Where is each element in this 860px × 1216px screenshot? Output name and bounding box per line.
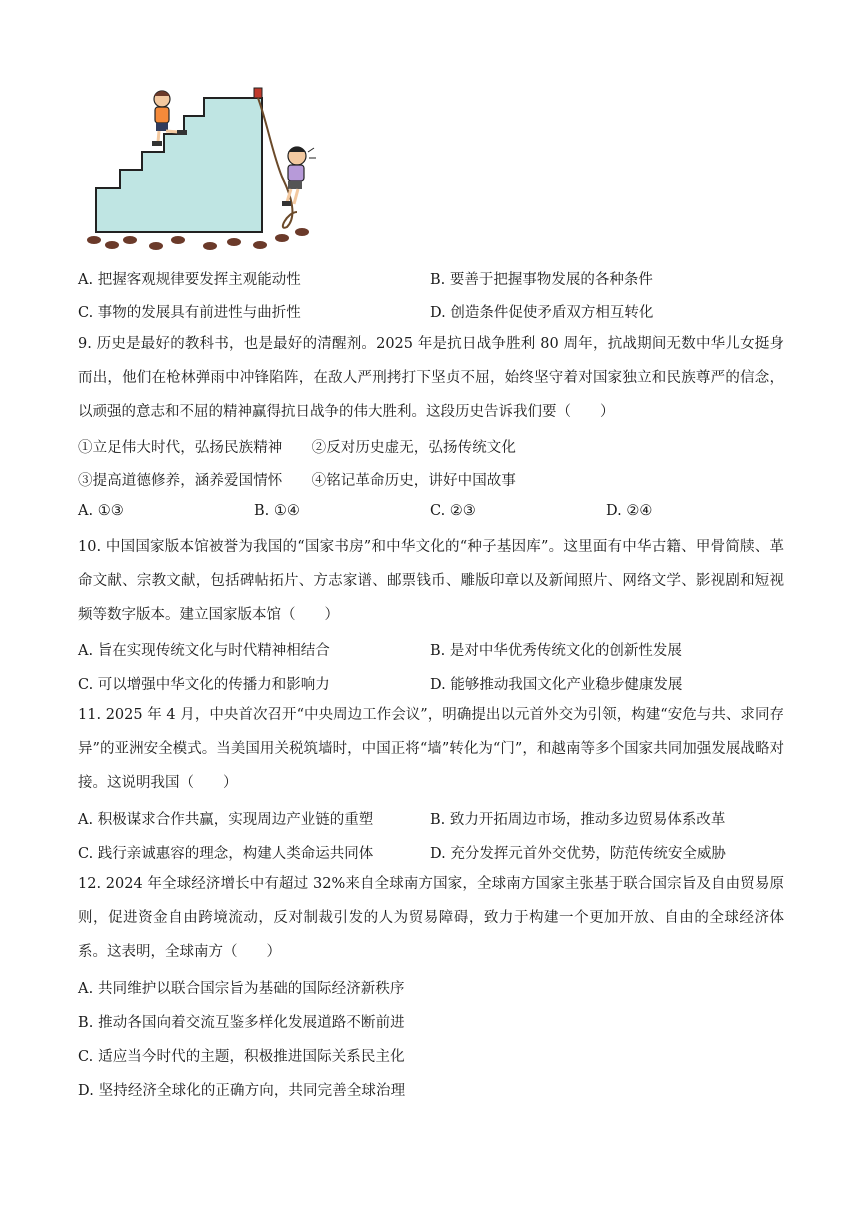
q9-statements-row-2: ③提高道德修养，涵养爱国情怀 ④铭记革命历史，讲好中国故事 [78, 473, 516, 489]
q12-option-d: D. 坚持经济全球化的正确方向，共同完善全球治理 [78, 1083, 406, 1099]
q8-option-b: B. 要善于把握事物发展的各种条件 [430, 272, 653, 288]
q11-option-d: D. 充分发挥元首外交优势，防范传统安全威胁 [430, 846, 726, 862]
q8-option-c: C. 事物的发展具有前进性与曲折性 [78, 305, 301, 321]
q11-option-b: B. 致力开拓周边市场，推动多边贸易体系改革 [430, 812, 726, 828]
q11-stem: 11. 2025 年 4 月，中央首次召开“中央周边工作会议”，明确提出以元首外交为引领，构建“安危与共、求同存异”的亚洲安全模式。当美国用关税筑墙时，中国正将“墙”转化为“门”，和越南等多个国家共同加强发展战略对接。这说明我国（ ） [78, 707, 784, 791]
q9-option-a: A. ①③ [78, 503, 124, 519]
q10-option-d: D. 能够推动我国文化产业稳步健康发展 [430, 677, 683, 693]
q11-option-c: C. 践行亲诚惠容的理念，构建人类命运共同体 [78, 846, 374, 862]
q12-option-b: B. 推动各国向着交流互鉴多样化发展道路不断前进 [78, 1015, 405, 1031]
q12-option-c: C. 适应当今时代的主题，积极推进国际关系民主化 [78, 1049, 405, 1065]
q10-stem: 10. 中国国家版本馆被誉为我国的“国家书房”和中华文化的“种子基因库”。这里面有中华古籍、甲骨简牍、革命文献、宗教文献，包括碑帖拓片、方志家谱、邮票钱币、雕版印章以及新闻照片、网络文学、影视剧和短视频等数字版本。建立国家版本馆（ ） [78, 539, 784, 623]
q9-option-b: B. ①④ [254, 503, 300, 519]
staircase-illustration [82, 82, 332, 257]
q8-option-d: D. 创造条件促使矛盾双方相互转化 [430, 305, 654, 321]
q9-option-d: D. ②④ [606, 503, 653, 519]
q12-stem: 12. 2024 年全球经济增长中有超过 32%来自全球南方国家，全球南方国家主张基于联合国宗旨及自由贸易原则，促进资金自由跨境流动，反对制裁引发的人为贸易障碍，致力于构建一个更加开放、自由的全球经济体系。这表明，全球南方（ ） [78, 876, 784, 960]
q8-option-a: A. 把握客观规律要发挥主观能动性 [78, 272, 301, 288]
q10-option-b: B. 是对中华优秀传统文化的创新性发展 [430, 643, 682, 659]
q9-option-c: C. ②③ [430, 503, 476, 519]
q10-option-c: C. 可以增强中华文化的传播力和影响力 [78, 677, 330, 693]
q10-option-a: A. 旨在实现传统文化与时代精神相结合 [78, 643, 330, 659]
q9-stem: 9. 历史是最好的教科书，也是最好的清醒剂。2025 年是抗日战争胜利 80 周年，抗战期间无数中华儿女挺身而出，他们在枪林弹雨中冲锋陷阵，在敌人严刑拷打下坚贞不屈，始终坚守着对国家独立和民族尊严的信念，以顽强的意志和不屈的精神赢得抗日战争的伟大胜利。这段历史告诉我们要（ ） [78, 336, 784, 420]
q9-statements-row-1: ①立足伟大时代，弘扬民族精神 ②反对历史虚无，弘扬传统文化 [78, 440, 516, 456]
q11-option-a: A. 积极谋求合作共赢，实现周边产业链的重塑 [78, 812, 374, 828]
q12-option-a: A. 共同维护以联合国宗旨为基础的国际经济新秩序 [78, 981, 405, 997]
